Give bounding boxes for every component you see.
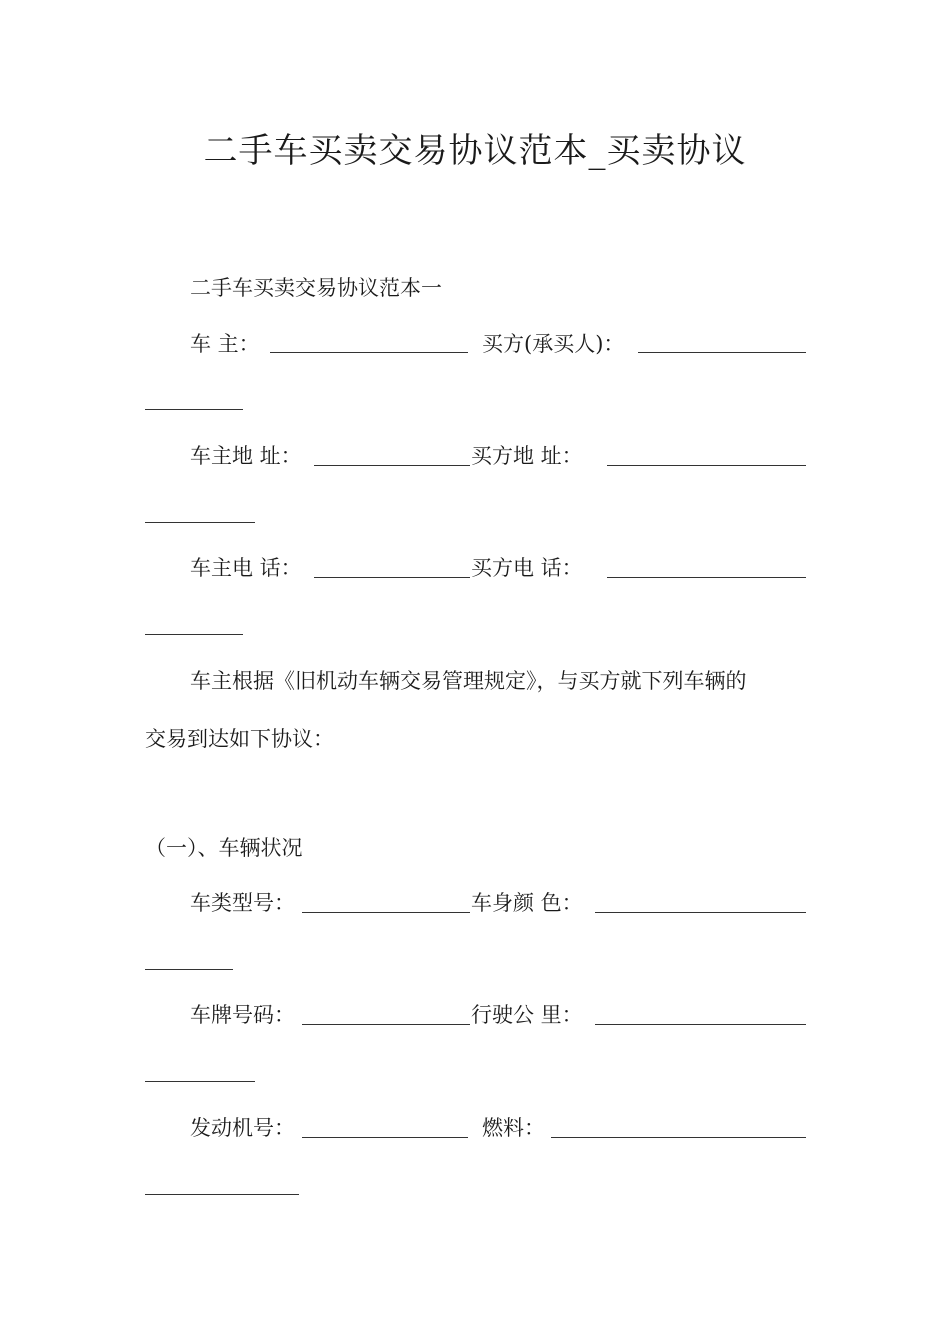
buyer-label: 买方(承买人)： bbox=[482, 332, 625, 356]
mileage-blank bbox=[595, 1023, 806, 1025]
fuel-blank bbox=[551, 1136, 806, 1138]
plate-number-label: 车牌号码： bbox=[190, 1003, 295, 1027]
document-subtitle: 二手车买卖交易协议范本一 bbox=[190, 276, 442, 300]
fuel-blank-continued bbox=[145, 1193, 299, 1195]
owner-address-blank bbox=[314, 464, 470, 466]
buyer-phone-label: 买方电 话： bbox=[471, 556, 583, 580]
buyer-phone-blank bbox=[607, 576, 806, 578]
body-color-label: 车身颜 色： bbox=[471, 891, 583, 915]
buyer-phone-blank-continued bbox=[145, 633, 243, 635]
buyer-address-blank bbox=[607, 464, 806, 466]
owner-row bbox=[190, 329, 260, 359]
buyer-blank bbox=[638, 351, 806, 353]
engine-number-label: 发动机号： bbox=[190, 1116, 295, 1140]
body-color-blank bbox=[595, 911, 806, 913]
fuel-label: 燃料： bbox=[482, 1116, 545, 1140]
engine-number-blank bbox=[302, 1136, 468, 1138]
intro-line-1: 车主根据《旧机动车辆交易管理规定》，与买方就下列车辆的 bbox=[190, 669, 747, 693]
owner-blank bbox=[270, 351, 468, 353]
owner-label: 车 主： bbox=[190, 332, 260, 356]
owner-address-label: 车主地 址： bbox=[190, 444, 302, 468]
buyer-address-label: 买方地 址： bbox=[471, 444, 583, 468]
vehicle-model-label: 车类型号： bbox=[190, 891, 295, 915]
mileage-blank-continued bbox=[145, 1080, 255, 1082]
section-1-heading: （一）、车辆状况 bbox=[145, 836, 303, 860]
vehicle-model-blank bbox=[302, 911, 470, 913]
plate-number-blank bbox=[302, 1023, 470, 1025]
body-color-blank-continued bbox=[145, 968, 233, 970]
document-title: 二手车买卖交易协议范本_买卖协议 bbox=[203, 131, 747, 171]
owner-phone-label: 车主电 话： bbox=[190, 556, 302, 580]
buyer-address-blank-continued bbox=[145, 521, 255, 523]
intro-line-2: 交易到达如下协议： bbox=[145, 727, 334, 751]
owner-phone-blank bbox=[314, 576, 470, 578]
mileage-label: 行驶公 里： bbox=[471, 1003, 583, 1027]
buyer-blank-continued bbox=[145, 408, 243, 410]
